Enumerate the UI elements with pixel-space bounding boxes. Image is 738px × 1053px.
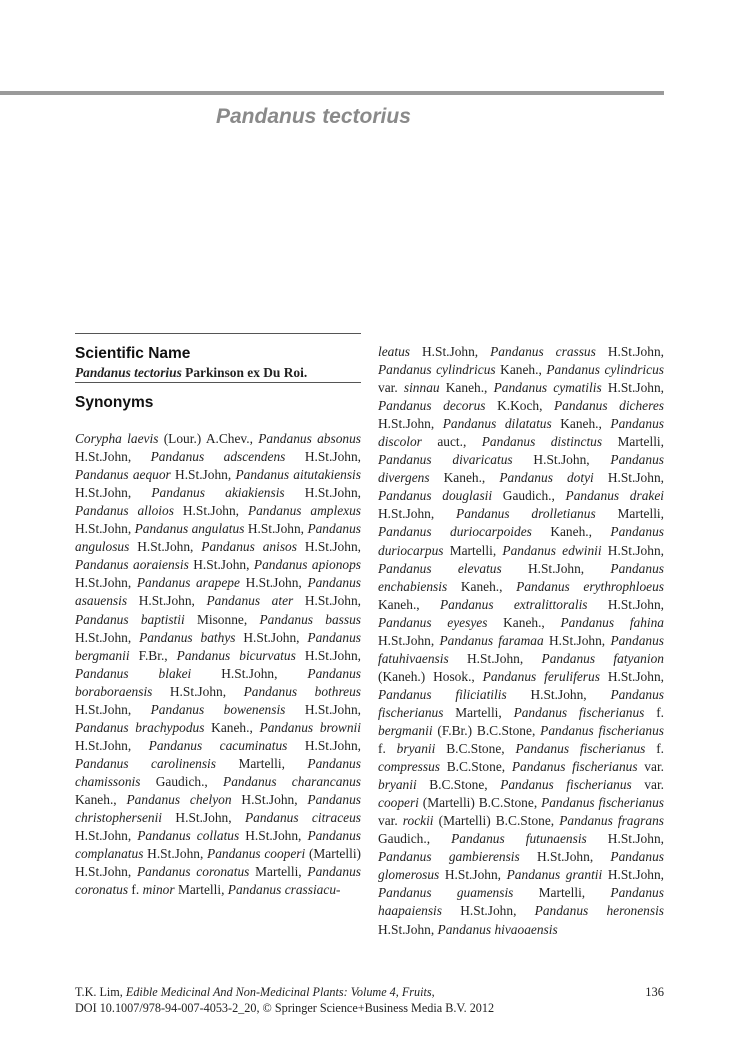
scientific-name [75, 364, 361, 382]
page-number: 136 [645, 985, 664, 999]
footer-citation-line2: DOI 10.1007/978-94-007-4053-2_20, © Springer Science+Business Media B.V. 2012 [75, 1001, 495, 1015]
left-column [75, 333, 361, 899]
footer-citation-line1: T.K. Lim, Edible Medicinal And Non-Medicinal Plants: Volume 4, Fruits, [75, 985, 435, 999]
synonyms-text-right: leatus H.St.John, Pandanus crassus H.St.John, Pandanus cylindricus Kaneh., Pandanus cylindricus var. sinnau Kaneh., Pandanus cymatilis H.St.John, Pandanus decorus K.Koch, Pandanus dicheres H.St.John, Pandanus dilatatus Kaneh., Pandanus discolor auct., Pandanus distinctus Martelli, Pandanus divaricatus H.St.John, Pandanus divergens Kaneh., Pandanus dotyi H.St.John, Pandanus douglasii Gaudich., Pandanus drakei H.St.John, Pandanus drolletianus Martelli, Pandanus duriocarpoides Kaneh., Pandanus duriocarpus Martelli, Pandanus edwinii H.St.John, Pandanus elevatus H.St.John, Pandanus enchabiensis Kaneh., Pandanus erythrophloeus Kaneh., Pandanus extralittoralis H.St.John, Pandanus eyesyes Kaneh., Pandanus fahina H.St.John, Pandanus faramaa H.St.John, Pandanus fatuhivaensis H.St.John, Pandanus fatyanion (Kaneh.) Hosok., Pandanus feruliferus H.St.John, Pandanus filiciatilis H.St.John, Pandanus fischerianus Martelli, Pandanus fischerianus f. bergmanii (F.Br.) B.C.Stone, Pandanus fischerianus f. bryanii B.C.Stone, Pandanus fischerianus f. compressus B.C.Stone, Pandanus fischerianus var. bryanii B.C.Stone, Pandanus fischerianus var. cooperi (Martelli) B.C.Stone, Pandanus fischerianus var. rockii (Martelli) B.C.Stone, Pandanus fragrans Gaudich., Pandanus futunaensis H.St.John, Pandanus gambierensis H.St.John, Pandanus glomerosus H.St.John, Pandanus grantii H.St.John, Pandanus guamensis Martelli, Pandanus haapaiensis H.St.John, Pandanus heronensis H.St.John, Pandanus hivaoaensis [378, 344, 665, 937]
scientific-name-authority: Parkinson ex Du Roi. [185, 365, 308, 380]
top-rule [0, 91, 664, 95]
footer-citation [75, 984, 665, 1016]
right-column [378, 343, 664, 939]
scientific-name-heading: Scientific Name [75, 345, 191, 362]
section-rule [75, 382, 361, 383]
section-rule [75, 333, 361, 334]
synonyms-heading: Synonyms [75, 394, 154, 412]
chapter-title: Pandanus tectorius [216, 105, 411, 128]
scientific-name-species: Pandanus tectorius [75, 365, 182, 380]
synonyms-text-left: Corypha laevis (Lour.) A.Chev., Pandanus absonus H.St.John, Pandanus adscendens H.St.John, Pandanus aequor H.St.John, Pandanus aitutakiensis H.St.John, Pandanus akiakiensis H.St.John, Pandanus alloios H.St.John, Pandanus amplexus H.St.John, Pandanus angulatus H.St.John, Pandanus angulosus H.St.John, Pandanus anisos H.St.John, Pandanus aoraiensis H.St.John, Pandanus apionops H.St.John, Pandanus arapepe H.St.John, Pandanus asauensis H.St.John, Pandanus ater H.St.John, Pandanus baptistii Misonne, Pandanus bassus H.St.John, Pandanus bathys H.St.John, Pandanus bergmanii F.Br., Pandanus bicurvatus H.St.John, Pandanus blakei H.St.John, Pandanus boraboraensis H.St.John, Pandanus bothreus H.St.John, Pandanus bowenensis H.St.John, Pandanus brachypodus Kaneh., Pandanus brownii H.St.John, Pandanus cacuminatus H.St.John, Pandanus carolinensis Martelli, Pandanus chamissonis Gaudich., Pandanus charancanus Kaneh., Pandanus chelyon H.St.John, Pandanus christophersenii H.St.John, Pandanus citraceus H.St.John, Pandanus collatus H.St.John, Pandanus complanatus H.St.John, Pandanus cooperi (Martelli) H.St.John, Pandanus coronatus Martelli, Pandanus coronatus f. minor Martelli, Pandanus crassiacu- [75, 431, 362, 898]
